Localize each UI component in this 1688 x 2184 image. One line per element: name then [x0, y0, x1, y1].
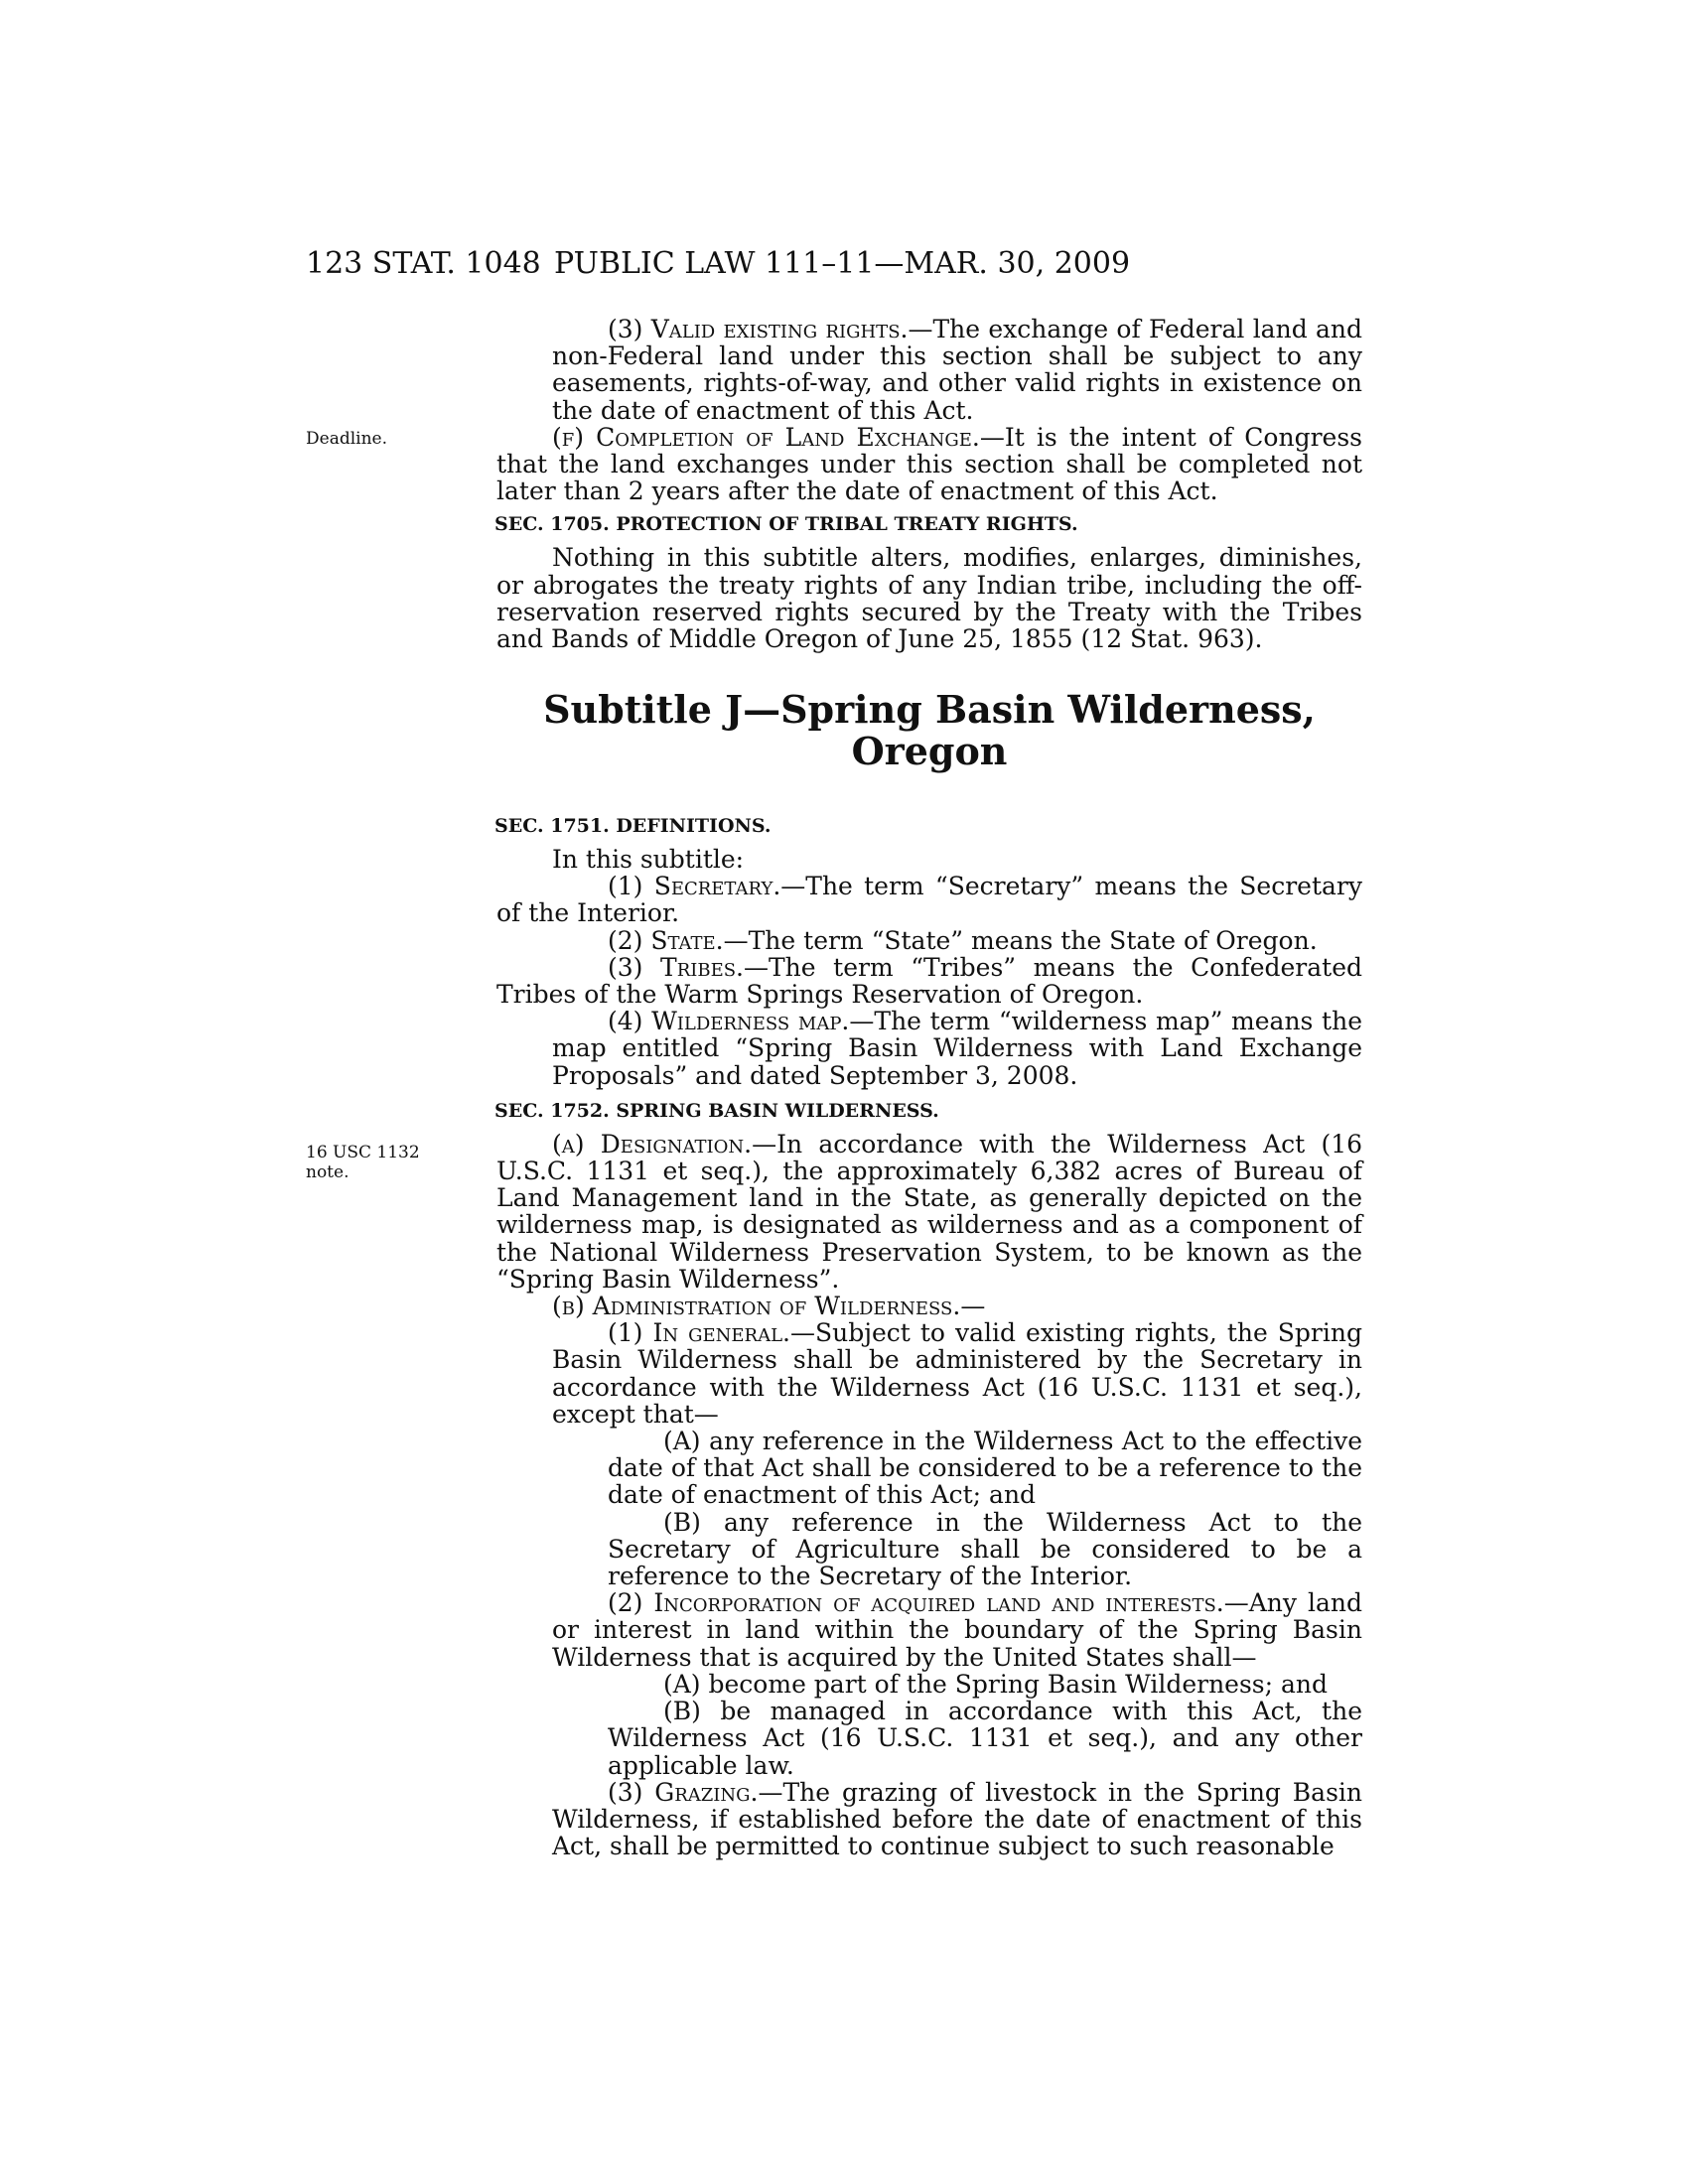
running-head: PUBLIC LAW 111–11—MAR. 30, 2009 [554, 246, 1131, 281]
paragraph-administration: (b) Administration of Wilderness.— [552, 1292, 986, 1321]
subtitle-heading: Subtitle J—Spring Basin Wilderness, Oregon [543, 687, 1316, 773]
margin-note-deadline: Deadline. [306, 429, 387, 449]
paragraph-in-general: (1) In general.—Subject to valid existing rights, the Spring Basin Wilderness shall be administered by the Secretary in accordance with the Wilderness Act (16 U.S.C. 1131 et seq.), except that— [552, 1318, 1362, 1429]
section-heading-1751: SEC. 1751. DEFINITIONS. [494, 815, 772, 837]
definition-wilderness-map: (4) Wilderness map.—The term “wilderness map” means the map entitled “Spring Basin Wilderness with Land Exchange Proposals” and dated September 3, 2008. [552, 1007, 1363, 1090]
paragraph-grazing: (3) Grazing.—The grazing of livestock in the Spring Basin Wilderness, if established before the date of enactment of this Act, shall be permitted to continue subject to such reasonable [552, 1777, 1362, 1861]
paragraph-designation: (a) Designation.—In accordance with the Wilderness Act (16 U.S.C. 1131 et seq.), the approximately 6,382 acres of Bureau of Land Management land in the State, as generally depicted on the wilderness map, is designated as wilderness and as a component of the National Wilderness Preservation System, to be known as the “Spring Basin Wilderness”. [496, 1129, 1363, 1294]
body-top [496, 316, 1362, 652]
margin-note-usc-line2: note. [306, 1162, 350, 1182]
paragraph-incorporation: (2) Incorporation of acquired land and interests.—Any land or interest in land within the boundary of the Spring Basin Wilderness that is acquired by the United States shall— [552, 1588, 1362, 1672]
subparagraph-b1a: (A) any reference in the Wilderness Act to the effective date of that Act shall be considered to be a reference to the date of enactment of this Act; and [608, 1427, 1362, 1510]
stat-reference: 123 STAT. 1048 [306, 246, 541, 281]
subparagraph-b1b: (B) any reference in the Wilderness Act to the Secretary of Agriculture shall be considered to be a reference to the Secretary of the Interior. [608, 1507, 1362, 1591]
definition-secretary: (1) Secretary.—The term “Secretary” means the Secretary of the Interior. [496, 872, 1362, 928]
subparagraph-b2b: (B) be managed in accordance with this Act, the Wilderness Act (16 U.S.C. 1131 et seq.), and any other applicable law. [608, 1697, 1362, 1780]
definition-state: (2) State.—The term “State” means the State of Oregon. [608, 925, 1318, 955]
section-heading-1752: SEC. 1752. SPRING BASIN WILDERNESS. [494, 1099, 939, 1122]
section-heading-1705: SEC. 1705. PROTECTION OF TRIBAL TREATY RIGHTS. [494, 513, 1078, 536]
paragraph-completion-of-land-exchange: (f) Completion of Land Exchange.—It is the intent of Congress that the land exchanges under this section shall be completed not later than 2 years after the date of enactment of this Act. [496, 422, 1362, 506]
paragraph-intro: In this subtitle: [552, 845, 745, 874]
paragraph-valid-existing-rights: (3) Valid existing rights.—The exchange of Federal land and non-Federal land under this section shall be subject to any easements, rights-of-way, and other valid rights in existence on the date of enactment of this Act. [552, 315, 1362, 425]
subparagraph-b2a: (A) become part of the Spring Basin Wilderness; and [663, 1669, 1329, 1699]
margin-note-usc-line1: 16 USC 1132 [306, 1143, 420, 1162]
body-main [496, 806, 1362, 1859]
paragraph-sec1705: Nothing in this subtitle alters, modifies, enlarges, diminishes, or abrogates the treaty rights of any Indian tribe, including the off-reservation reserved rights secured by the Treaty with the Tribes and Bands of Middle Oregon of June 25, 1855 (12 Stat. 963). [496, 543, 1362, 654]
definition-tribes: (3) Tribes.—The term “Tribes” means the Confederated Tribes of the Warm Springs Reservation of Oregon. [496, 952, 1362, 1010]
